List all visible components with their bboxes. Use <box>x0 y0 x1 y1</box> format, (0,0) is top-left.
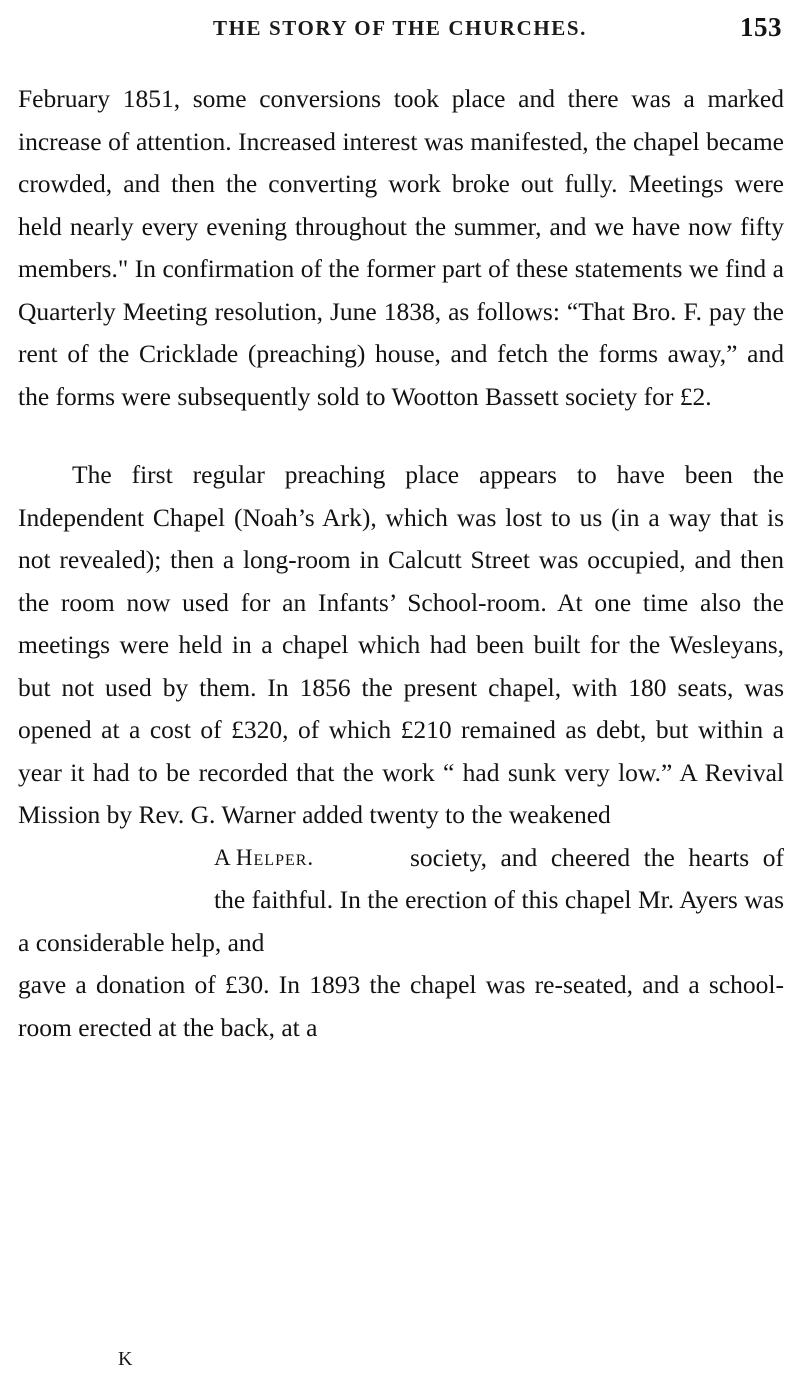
sidenote-spacer <box>18 879 214 922</box>
paragraph: The first regular preaching place appears to have been the Independent Chapel (Noah’s Ark), which was lost to us (in a way that is not revealed); then a long-room in Calcutt Street was occupied, and then the room now used for an Infants’ School-room. At one time also the meetings were held in a chapel which had been built for the Wesleyans, but not used by them. In 1856 the present chapel, with 180 seats, was opened at a cost of £320, of which £210 remained as debt, but within a year it had to be recorded that the work “ had sunk very low.” A Revival Mission by Rev. G. Warner added twenty to the weakened <box>18 460 784 829</box>
paragraph: February 1851, some conversions took place and there was a marked increase of attention. Increased interest was manifested, the chapel became crowded, and then the converting work broke out fully. Meetings were held nearly every evening throughout the summer, and we have now fifty members." In confirmation of the former part of these statements we find a Quarterly Meeting resolution, June 1838, as follows: “That Bro. F. pay the rent of the Cricklade (preaching) house, and fetch the forms away,” and the forms were subsequently sold to Wootton Bassett society for £2. <box>18 84 784 411</box>
sidenote-spacer <box>18 837 214 880</box>
signature-mark: K <box>118 1348 134 1370</box>
sidenote-label-prefix: A <box>214 844 236 870</box>
paragraph: gave a donation of £30. In 1893 the chapel was re-seated, and a school-room erected at the back, at a <box>18 970 784 1042</box>
page-header-title: THE STORY OF THE CHURCHES. <box>212 16 588 40</box>
sidenote-paragraph: society, and cheered the hearts of the faithful. In the erection of this chapel Mr. Ayers was a considerable help, and <box>18 842 784 957</box>
paragraph-spacer <box>18 418 784 454</box>
sidenote-label-text: Helper. <box>235 844 315 870</box>
running-head <box>0 12 800 52</box>
sidenote-block <box>18 837 784 965</box>
page-number: 153 <box>740 12 782 42</box>
body-text <box>18 78 784 1049</box>
sidenote-label <box>214 837 410 880</box>
